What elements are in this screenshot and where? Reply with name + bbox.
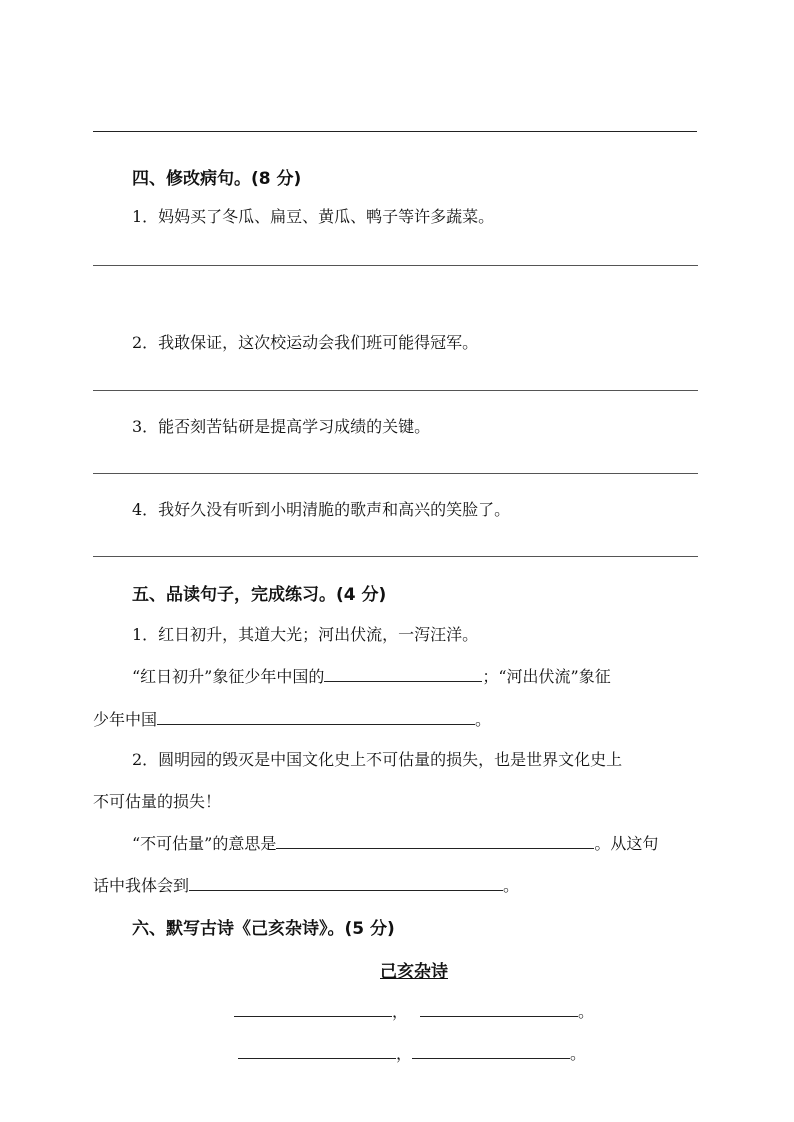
section-4-item-4: 4．我好久没有听到小明清脆的歌声和高兴的笑脸了。 (132, 500, 511, 519)
poem-title: 己亥杂诗 (380, 962, 448, 982)
q2-text-c: 话中我体会到 (93, 876, 190, 895)
q1-text-a: “红日初升”象征少年中国的 (132, 667, 325, 686)
poem-period-2: 。 (570, 1044, 587, 1063)
fill-blank-2[interactable] (157, 706, 475, 725)
q1-text-d: 。 (475, 710, 492, 729)
section-5-q2-line-1: 2．圆明园的毁灭是中国文化史上不可估量的损失，也是世界文化史上 (132, 750, 623, 769)
q1-text-c: 少年中国 (93, 710, 158, 729)
answer-line-1[interactable] (93, 265, 698, 266)
poem-blank-2[interactable] (420, 998, 578, 1017)
poem-comma-2: ， (396, 1044, 413, 1063)
fill-blank-3[interactable] (276, 830, 594, 849)
poem-blank-4[interactable] (412, 1040, 570, 1059)
poem-blank-3[interactable] (238, 1040, 396, 1059)
section-4-item-2: 2．我敢保证，这次校运动会我们班可能得冠军。 (132, 333, 479, 352)
section-5-q2-line-2: 不可估量的损失！ (93, 792, 222, 811)
answer-line-4[interactable] (93, 556, 698, 557)
poem-comma-1: ， (392, 1002, 409, 1021)
q1-text-b: ；“河出伏流”象征 (482, 667, 611, 686)
section-6-title: 六、默写古诗《己亥杂诗》。(5 分) (132, 919, 395, 939)
section-4-item-3: 3．能否刻苦钻研是提高学习成绩的关键。 (132, 417, 431, 436)
q2-text-d: 。 (503, 876, 520, 895)
fill-blank-4[interactable] (189, 872, 503, 891)
section-5-q1-line-2 (93, 706, 491, 730)
poem-blank-1[interactable] (234, 998, 392, 1017)
section-5-q1: 1．红日初升，其道大光；河出伏流，一泻汪洋。 (132, 625, 479, 644)
answer-line-2[interactable] (93, 390, 698, 391)
poem-line-1 (234, 998, 594, 1022)
section-5-title: 五、品读句子，完成练习。(4 分) (132, 585, 387, 605)
poem-line-2 (238, 1040, 586, 1064)
section-5-q1-line-1 (132, 663, 611, 687)
section-5-q2-line-4 (93, 872, 519, 896)
header-rule (93, 131, 697, 132)
section-4-title: 四、修改病句。(8 分) (132, 169, 302, 189)
section-5-q2-line-3 (132, 830, 658, 854)
section-4-item-1: 1．妈妈买了冬瓜、扁豆、黄瓜、鸭子等许多蔬菜。 (132, 207, 495, 226)
q2-text-b: 。从这句 (594, 834, 659, 853)
q2-text-a: “不可估量”的意思是 (132, 834, 277, 853)
poem-period-1: 。 (578, 1002, 595, 1021)
fill-blank-1[interactable] (324, 663, 482, 682)
answer-line-3[interactable] (93, 473, 698, 474)
